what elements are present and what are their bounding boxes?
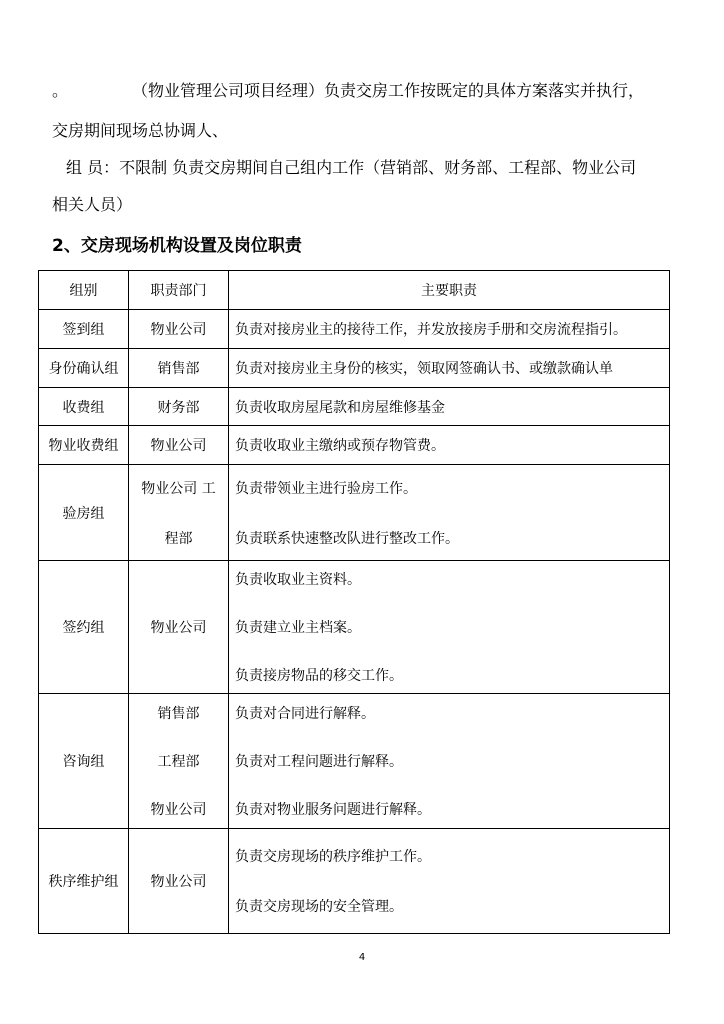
duty-cell: 负责收取业主缴纳或预存物管费。: [229, 426, 670, 465]
table-row: [39, 426, 670, 465]
section-heading: 2、交房现场机构设置及岗位职责: [52, 236, 302, 256]
duty-line: 负责接房物品的移交工作。: [235, 668, 403, 684]
dept-cell: 销售部: [129, 349, 229, 388]
duty-line: 负责对工程问题进行解释。: [235, 754, 403, 770]
group-cell: 身份确认组: [39, 349, 129, 388]
dept-line: 物业公司: [150, 802, 207, 818]
table-row: [39, 561, 670, 694]
duty-cell: [229, 465, 670, 561]
dept-line: 销售部: [157, 706, 200, 722]
dept-cell: 物业公司: [129, 829, 229, 934]
dept-line: 工程部: [157, 754, 200, 770]
table-row: [39, 465, 670, 561]
intro-line-2: 交房期间现场总协调人、: [52, 121, 229, 140]
page-number: 4: [358, 952, 366, 963]
group-cell: 收费组: [39, 388, 129, 426]
group-cell: 秩序维护组: [39, 829, 129, 934]
intro-line-3-label: 组 员：: [66, 158, 120, 177]
group-cell: 咨询组: [39, 694, 129, 829]
dept-line: 物业公司 工: [141, 480, 216, 497]
intro-line-3-text: 不限制 负责交房期间自己组内工作（营销部、财务部、工程部、物业公司: [119, 158, 637, 177]
duty-line: 负责建立业主档案。: [235, 620, 361, 636]
table-header-row: [39, 271, 670, 310]
group-cell: 签约组: [39, 561, 129, 694]
intro-line-3: [66, 157, 636, 179]
table-row: [39, 388, 670, 426]
dept-cell: [129, 694, 229, 829]
group-cell: 签到组: [39, 310, 129, 349]
intro-line-4: 相关人员）: [52, 195, 133, 214]
header-dept: 职责部门: [129, 271, 229, 310]
table-row: [39, 349, 670, 388]
dept-cell: 物业公司: [129, 310, 229, 349]
group-cell: 验房组: [39, 465, 129, 561]
table-row: [39, 310, 670, 349]
duty-cell: [229, 829, 670, 934]
intro-line-1-text: （物业管理公司项目经理）负责交房工作按既定的具体方案落实并执行，: [132, 81, 645, 100]
group-cell: 物业收费组: [39, 426, 129, 465]
duty-line: 负责交房现场的秩序维护工作。: [235, 849, 431, 865]
table-row: [39, 694, 670, 829]
duty-line: 负责对物业服务问题进行解释。: [235, 802, 431, 818]
dept-cell: 物业公司: [129, 426, 229, 465]
dept-cell: 物业公司: [129, 561, 229, 694]
duty-line: 负责交房现场的安全管理。: [235, 899, 403, 915]
dept-cell: 财务部: [129, 388, 229, 426]
dept-line: 程部: [164, 530, 193, 547]
header-duties: 主要职责: [229, 271, 670, 310]
header-group: 组别: [39, 271, 129, 310]
duty-cell: [229, 694, 670, 829]
duty-line: 负责带领业主进行验房工作。: [235, 480, 417, 497]
duty-line: 负责收取业主资料。: [235, 572, 361, 588]
intro-bullet: 。: [52, 81, 69, 100]
duty-line: 负责对合同进行解释。: [235, 706, 375, 722]
dept-cell: [129, 465, 229, 561]
duty-line: 负责联系快速整改队进行整改工作。: [235, 530, 459, 547]
duty-cell: 负责对接房业主的接待工作，并发放接房手册和交房流程指引。: [229, 310, 670, 349]
duty-cell: [229, 561, 670, 694]
duty-cell: 负责收取房屋尾款和房屋维修基金: [229, 388, 670, 426]
intro-line-1: [52, 80, 645, 102]
duty-cell: 负责对接房业主身份的核实，领取网签确认书、或缴款确认单: [229, 349, 670, 388]
table-row: [39, 829, 670, 934]
duty-table: [38, 270, 670, 934]
